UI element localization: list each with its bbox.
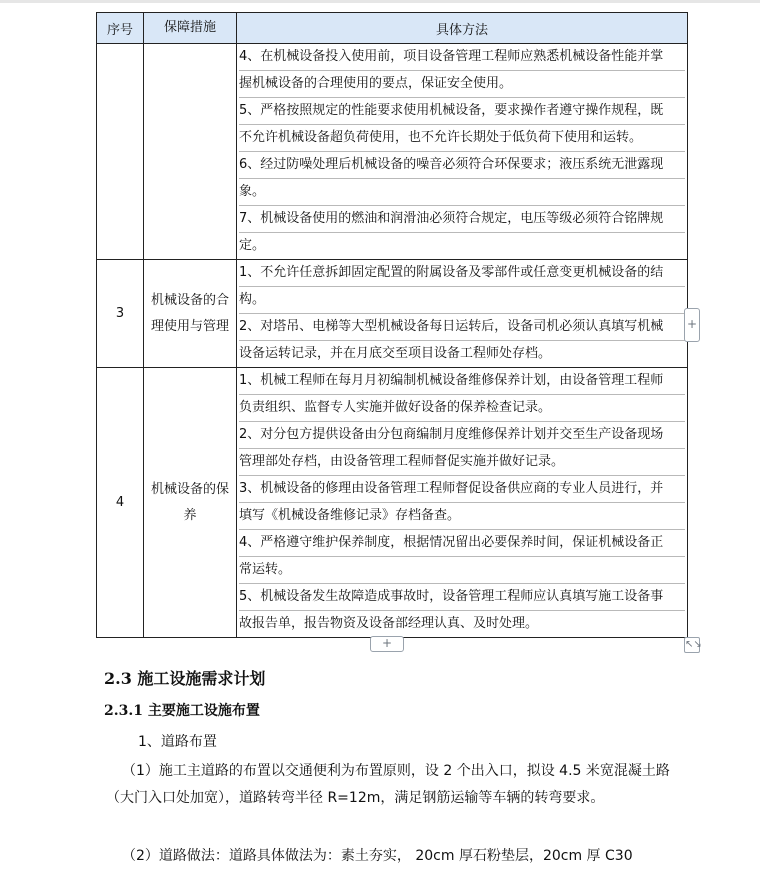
table-row xyxy=(97,44,688,260)
table-header-row xyxy=(97,13,688,44)
header-measure: 保障措施 xyxy=(144,13,237,44)
method-line: 常运转。 xyxy=(239,557,685,584)
row-method[interactable] xyxy=(237,260,688,368)
paragraph-road-layout: 1、道路布置 xyxy=(138,734,217,750)
add-column-button[interactable]: + xyxy=(684,308,700,342)
method-line: 7、机械设备使用的燃油和润滑油必须符合规定，电压等级必须符合铭牌规 xyxy=(239,206,685,233)
method-line: 构。 xyxy=(239,287,685,314)
measure-line: 机械设备的合 xyxy=(150,292,229,308)
method-line: 2、对分包方提供设备由分包商编制月度维修保养计划并交至生产设备现场 xyxy=(239,422,685,449)
measure-line: 养 xyxy=(183,507,197,523)
row-number[interactable]: 4 xyxy=(97,368,144,638)
measures-table xyxy=(96,12,688,638)
method-line: 5、机械设备发生故障造成事故时，设备管理工程师应认真填写施工设备事 xyxy=(239,584,685,611)
method-line: 4、严格遵守维护保养制度，根据情况留出必要保养时间，保证机械设备正 xyxy=(239,530,685,557)
method-line: 故报告单，报告物资及设备部经理认真、及时处理。 xyxy=(239,616,539,631)
method-line: 象。 xyxy=(239,179,685,206)
page-top-edge xyxy=(0,0,760,3)
table-row xyxy=(97,260,688,368)
row-number[interactable]: 3 xyxy=(97,260,144,368)
method-line: 5、严格按照规定的性能要求使用机械设备，要求操作者遵守操作规程，既 xyxy=(239,98,685,125)
method-line: 不允许机械设备超负荷使用，也不允许长期处于低负荷下使用和运转。 xyxy=(239,125,685,152)
method-line: 1、机械工程师在每月月初编制机械设备维修保养计划，由设备管理工程师 xyxy=(239,368,685,395)
row-measure[interactable] xyxy=(144,368,237,638)
method-line: 1、不允许任意拆卸固定配置的附属设备及零部件或任意变更机械设备的结 xyxy=(239,260,685,287)
row-method[interactable] xyxy=(237,44,688,260)
measure-line: 机械设备的保 xyxy=(150,481,229,497)
method-line: 设备运转记录，并在月底交至项目设备工程师处存档。 xyxy=(239,346,552,361)
method-line: 填写《机械设备维修记录》存档备查。 xyxy=(239,503,685,530)
table-resize-icon[interactable]: ↖↘ xyxy=(684,637,700,653)
row-measure[interactable] xyxy=(144,260,237,368)
paragraph-main-road: （1）施工主道路的布置以交通便利为布置原则，设 2 个出入口，拟设 4.5 米宽混凝土路（大门入口处加宽），道路转弯半径 R=12m，满足钢筋运输等车辆的转弯要求。 xyxy=(106,763,670,806)
row-method[interactable] xyxy=(237,368,688,638)
row-number[interactable] xyxy=(97,44,144,260)
method-line: 定。 xyxy=(239,238,266,253)
add-row-button[interactable]: + xyxy=(370,636,404,652)
measure-line: 理使用与管理 xyxy=(150,318,229,334)
method-line: 3、机械设备的修理由设备管理工程师督促设备供应商的专业人员进行，并 xyxy=(239,476,685,503)
method-line: 2、对塔吊、电梯等大型机械设备每日运转后，设备司机必须认真填写机械 xyxy=(239,314,685,341)
subsection-heading: 2.3.1 主要施工设施布置 xyxy=(104,703,260,719)
paragraph-road-method: （2）道路做法：道路具体做法为：素土夯实， 20cm 厚石粉垫层，20cm 厚 C30 xyxy=(122,848,633,864)
method-line: 6、经过防噪处理后机械设备的噪音必须符合环保要求；液压系统无泄露现 xyxy=(239,152,685,179)
header-no: 序号 xyxy=(97,13,144,44)
row-measure[interactable] xyxy=(144,44,237,260)
measures-table-wrapper xyxy=(96,12,688,638)
method-line: 4、在机械设备投入使用前，项目设备管理工程师应熟悉机械设备性能并掌 xyxy=(239,44,685,71)
method-line: 负责组织、监督专人实施并做好设备的保养检查记录。 xyxy=(239,395,685,422)
section-heading: 2.3 施工设施需求计划 xyxy=(104,669,266,688)
method-line: 管理部处存档，由设备管理工程师督促实施并做好记录。 xyxy=(239,449,685,476)
table-row xyxy=(97,368,688,638)
method-line: 握机械设备的合理使用的要点，保证安全使用。 xyxy=(239,71,685,98)
header-method: 具体方法 xyxy=(237,13,688,44)
